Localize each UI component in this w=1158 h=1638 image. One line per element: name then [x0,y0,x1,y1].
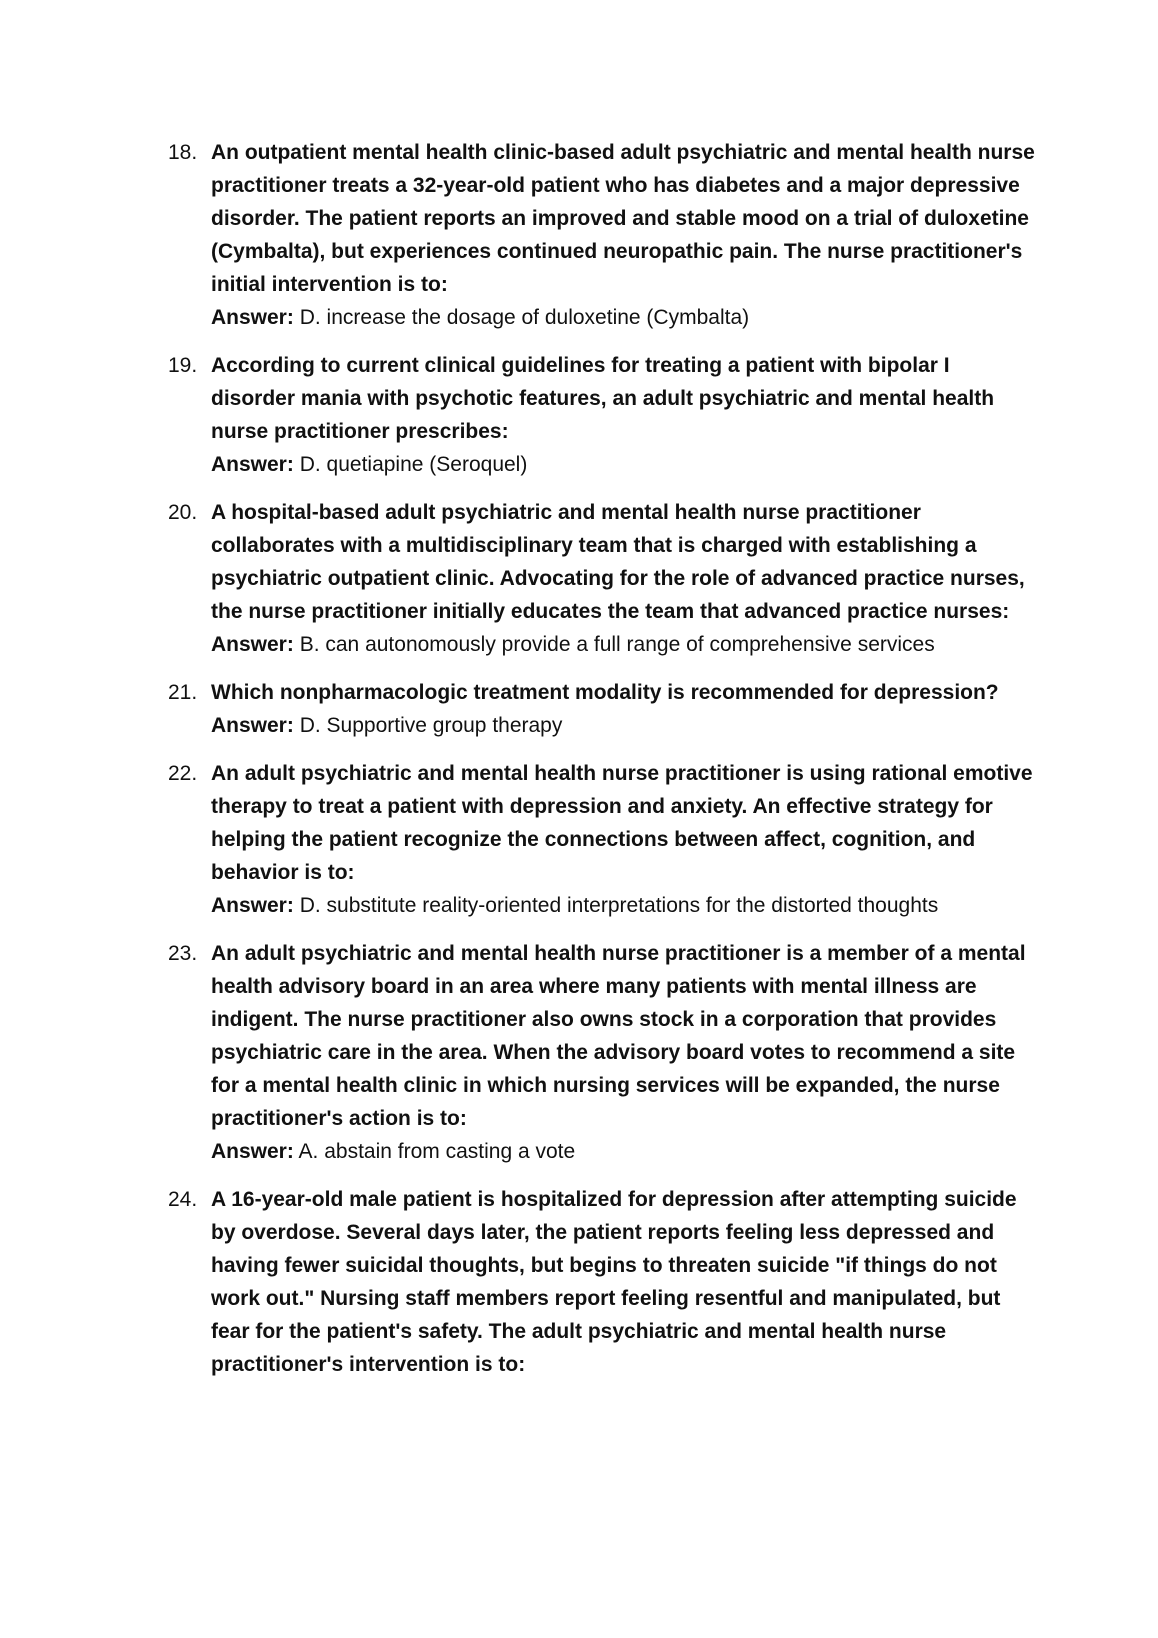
answer-label: Answer: [211,306,294,329]
answer-label: Answer: [211,633,294,656]
question-text: According to current clinical guidelines for treating a patient with bipolar I disorder mania with psychotic features, an adult psychiatric and mental health nurse practitioner prescribes: [211,354,995,443]
answer-label: Answer: [211,1140,294,1163]
answer-label: Answer: [211,714,294,737]
question-text: An outpatient mental health clinic-based adult psychiatric and mental health nurse practitioner treats a 32-year-old patient who has diabetes and a major depressive disorder. The patient reports an improved and stable mood on a trial of duloxetine (Cymbalta), but experiences continued neuropathic pain. The nurse practitioner's initial intervention is to: [211,141,1035,296]
answer-line [211,301,1038,334]
answer-text: D. increase the dosage of duloxetine (Cymbalta) [299,306,750,329]
question-list [168,136,1038,1396]
answer-line [211,709,1038,742]
answer-line [211,628,1038,661]
answer-label: Answer: [211,453,294,476]
question-number: 20. [168,501,198,524]
question-number: 22. [168,762,198,785]
question-item [168,757,1038,922]
question-item [168,349,1038,481]
question-text: Which nonpharmacologic treatment modality is recommended for depression? [211,681,999,704]
question-number: 24. [168,1188,198,1211]
answer-text: A. abstain from casting a vote [298,1140,576,1163]
answer-text: D. substitute reality-oriented interpretations for the distorted thoughts [299,894,939,917]
question-number: 21. [168,681,198,704]
question-number: 19. [168,354,198,377]
answer-text: D. quetiapine (Seroquel) [299,453,528,476]
question-text: An adult psychiatric and mental health nurse practitioner is using rational emotive therapy to treat a patient with depression and anxiety. An effective strategy for helping the patient recognize the connections between affect, cognition, and behavior is to: [211,762,1033,884]
question-item [168,937,1038,1168]
question-item [168,676,1038,742]
question-item [168,1183,1038,1381]
question-text: A hospital-based adult psychiatric and mental health nurse practitioner collaborates with a multidisciplinary team that is charged with establishing a psychiatric outpatient clinic. Advocating for the role of advanced practice nurses, the nurse practitioner initially educates the team that advanced practice nurses: [211,501,1025,623]
question-number: 18. [168,141,198,164]
answer-text: B. can autonomously provide a full range of comprehensive services [299,633,935,656]
question-item [168,496,1038,661]
question-text: An adult psychiatric and mental health nurse practitioner is a member of a mental health advisory board in an area where many patients with mental illness are indigent. The nurse practitioner also owns stock in a corporation that provides psychiatric care in the area. When the advisory board votes to recommend a site for a mental health clinic in which nursing services will be expanded, the nurse practitioner's action is to: [211,942,1026,1130]
answer-line [211,1135,1038,1168]
question-number: 23. [168,942,198,965]
question-item [168,136,1038,334]
question-text: A 16-year-old male patient is hospitalized for depression after attempting suicide by overdose. Several days later, the patient reports feeling less depressed and having fewer suicidal thoughts, but begins to threaten suicide "if things do not work out." Nursing staff members report feeling resentful and manipulated, but fear for the patient's safety. The adult psychiatric and mental health nurse practitioner's intervention is to: [211,1188,1017,1376]
answer-line [211,448,1038,481]
answer-text: D. Supportive group therapy [299,714,563,737]
answer-line [211,889,1038,922]
answer-label: Answer: [211,894,294,917]
